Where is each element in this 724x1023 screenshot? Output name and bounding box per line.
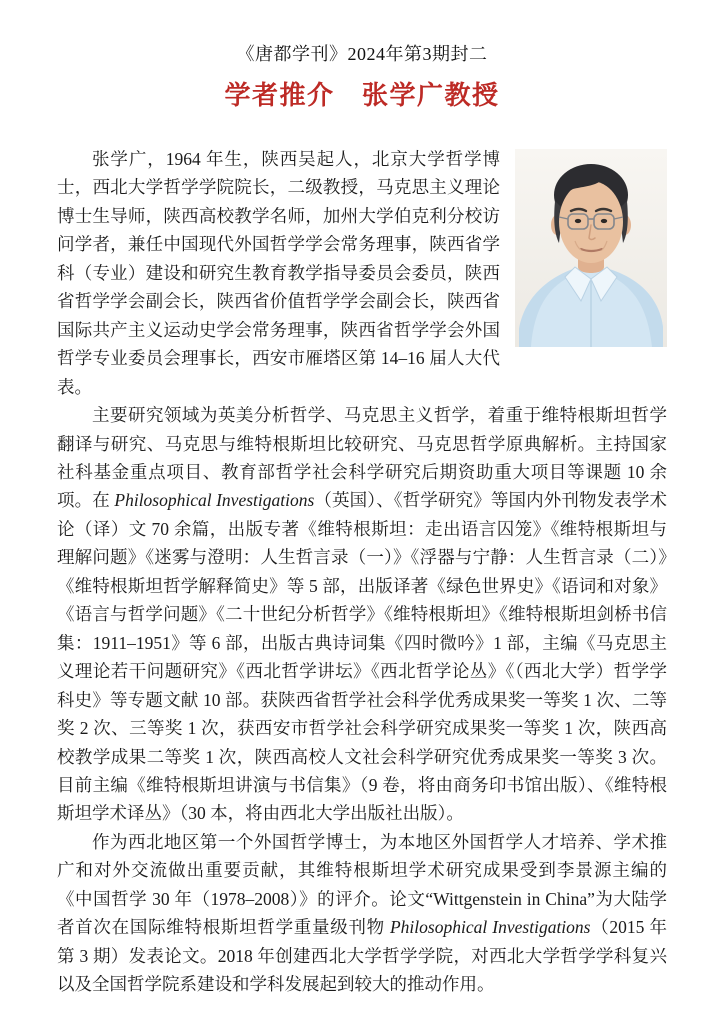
journal-issue-line: 《唐都学刊》2024年第3期封二 xyxy=(236,44,488,64)
body-text xyxy=(57,145,667,999)
bio-text: 张学广，1964 年生，陕西吴起人，北京大学哲学博士，西北大学哲学学院院长，二级教授，马克思主义理论博士生导师，陕西高校教学名师，加州大学伯克利分校访问学者，兼任中国现代外国哲学学会常务理事，陕西省学科（专业）建设和研究生教育教学指导委员会委员，陕西省哲学学会副会长，陕西省价值哲学学会副会长，陕西省国际共产主义运动史学会常务理事，陕西省哲学学会外国哲学专业委员会理事长，西安市雁塔区第 14–16 届人大代表。 xyxy=(57,149,500,397)
journal-name-italic: Philosophical Investigations xyxy=(114,490,315,511)
page-title: 学者推介 张学广教授 xyxy=(224,81,500,110)
research-text-1: 主要研究领域为英美分析哲学、马克思主义哲学，着重于维特根斯坦哲学翻译与研究、马克思与维特根斯坦比较研究、马克思哲学原典解析。主持国家社科基金重点项目、教育部哲学社会科学研究后期资助重大项目等课题 10 余项。在 xyxy=(57,405,667,511)
bio-paragraph xyxy=(57,145,667,401)
contribution-text-1: 作为西北地区第一个外国哲学博士，为本地区外国哲学人才培养、学术推广和对外交流做出重要贡献，其维特根斯坦学术研究成果受到李景源主编的《中国哲学 30 年（1978–2008）》的评介。论文“Wittgenstein in China”为大陆学者首次在国际维特根斯坦哲学重量级刊物 xyxy=(57,831,667,938)
research-paragraph xyxy=(57,401,667,828)
research-text-2: （英国）、《哲学研究》等国内外刊物发表学术论（译）文 70 余篇，出版专著《维特根斯坦：走出语言囚笼》《维特根斯坦与理解问题》《迷雾与澄明：人生哲言录（一）》《浮器与宁静：人生哲言录（二）》《维特根斯坦哲学解释简史》等 5 部，出版译著《绿色世界史》《语词和对象》《语言与哲学问题》《二十世纪分析哲学》《维特根斯坦》《维特根斯坦剑桥书信集：1911–1951》等 6 部，出版古典诗词集《四时微吟》1 部，主编《马克思主义理论若干问题研究》《西北哲学讲坛》《西北哲学论丛》《（西北大学）哲学学科史》等专题文献 10 部。获陕西省哲学社会科学优秀成果奖一等奖 1 次、二等奖 2 次、三等奖 1 次，获西安市哲学社会科学研究成果奖一等奖 1 次，陕西高校教学成果二等奖 1 次，陕西高校人文社会科学研究优秀成果奖一等奖 3 次。目前主编《维特根斯坦讲演与书信集》（9 卷，将由商务印书馆出版）、《维特根斯坦学术译丛》（30 本，将由西北大学出版社出版）。 xyxy=(57,490,667,824)
contribution-paragraph xyxy=(57,828,667,999)
journal-name-italic-2: Philosophical Investigations xyxy=(389,917,591,938)
portrait-illustration xyxy=(515,149,667,347)
professor-portrait-photo xyxy=(515,149,667,347)
contribution-text-2: （2015 年第 3 期）发表论文。2018 年创建西北大学哲学学院，对西北大学哲学学科复兴以及全国哲学院系建设和学科发展起到较大的推动作用。 xyxy=(57,917,668,995)
